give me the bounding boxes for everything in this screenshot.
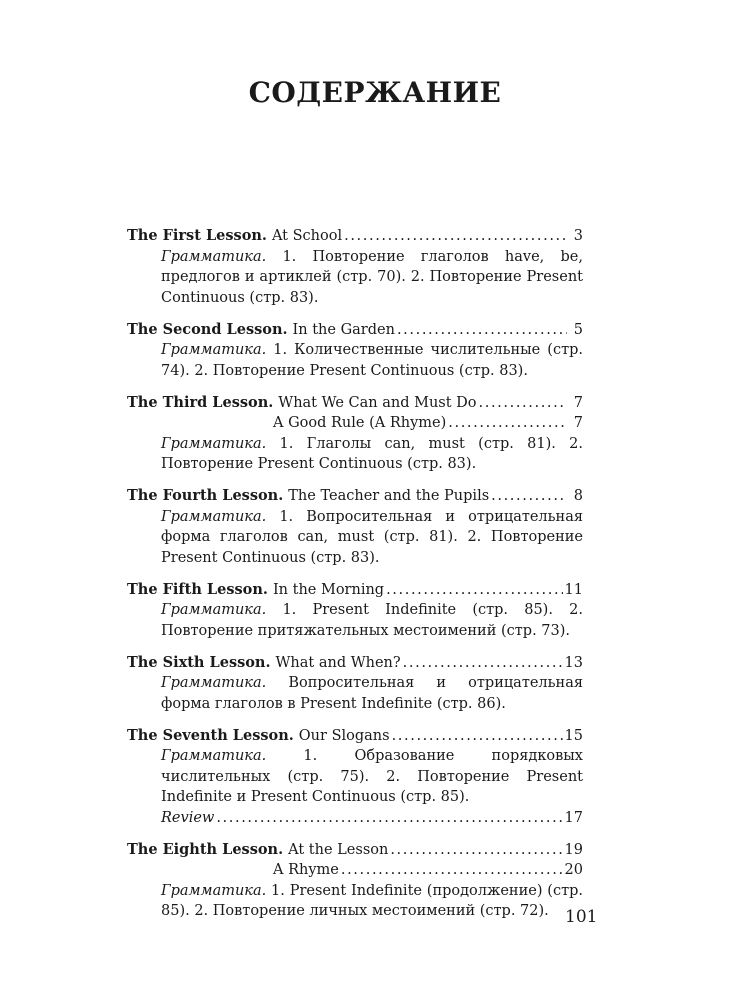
table-of-contents (127, 226, 583, 933)
grammar-text: 1. Вопросительная и отрицательная форма глаголов can, must (стр. 81). 2. Повторение Present Continuous (стр. 83). (161, 508, 583, 566)
lesson-title: The Teacher and the Pupils (288, 488, 490, 504)
dot-leader (386, 580, 562, 601)
page-ref: 20 (564, 862, 583, 878)
toc-subline[interactable] (127, 413, 583, 434)
lesson-name: The Sixth Lesson. (127, 653, 271, 671)
page-ref: 7 (573, 415, 583, 431)
page-number: 101 (565, 907, 598, 927)
dot-leader (491, 486, 567, 507)
page-title: СОДЕРЖАНИЕ (248, 76, 502, 109)
lesson-title: What and When? (275, 654, 401, 671)
grammar-text: 1. Present Indefinite (стр. 85). 2. Повторение притяжательных местоимений (стр. 73). (161, 602, 583, 639)
review-line[interactable] (127, 808, 583, 829)
toc-line[interactable] (127, 226, 583, 247)
grammar-text: 1. Количественные числительные (стр. 74). 2. Повторение Present Continuous (стр. 83). (161, 342, 583, 379)
grammar-label: Грамматика. (161, 675, 267, 691)
sub-title: A Rhyme (273, 862, 339, 878)
lesson-title: In the Morning (272, 581, 385, 598)
page-ref: 8 (573, 488, 583, 504)
lesson-title: In the Garden (292, 321, 395, 338)
toc-entry-lesson-7 (127, 726, 583, 829)
grammar-label: Грамматика. (161, 748, 267, 764)
grammar-label: Грамматика. (161, 602, 267, 618)
toc-entry-lesson-6 (127, 653, 583, 715)
grammar-label: Грамматика. (161, 342, 267, 358)
dot-leader (397, 320, 567, 341)
lesson-name: The Fifth Lesson. (127, 580, 268, 598)
toc-line[interactable] (127, 320, 583, 341)
lesson-title: At the Lesson (288, 841, 389, 858)
toc-entry-lesson-8 (127, 840, 583, 922)
lesson-name: The Second Lesson. (127, 320, 288, 338)
grammar-note (127, 247, 583, 309)
page-ref: 15 (564, 727, 583, 744)
toc-line[interactable] (127, 393, 583, 414)
lesson-name: The First Lesson. (127, 227, 267, 244)
grammar-note (127, 881, 583, 922)
page-ref: 19 (564, 841, 583, 858)
grammar-note (127, 340, 583, 381)
grammar-note (127, 434, 583, 475)
dot-leader (216, 808, 562, 829)
lesson-name: The Seventh Lesson. (127, 726, 294, 744)
grammar-text: 1. Present Indefinite (продолжение) (стр. 85). 2. Повторение личных местоимений (стр. 72). (161, 882, 584, 919)
dot-leader (403, 653, 563, 674)
page-ref: 17 (564, 809, 583, 826)
grammar-text: Вопросительная и отрицательная форма глаголов в Present Indefinite (стр. 86). (161, 675, 583, 712)
toc-entry-lesson-5 (127, 580, 583, 642)
review-label: Review (161, 809, 215, 826)
toc-subline[interactable] (127, 860, 583, 881)
page-ref: 7 (573, 394, 583, 411)
grammar-text: 1. Образование порядковых числительных (стр. 75). 2. Повторение Present Indefinite и Present Continuous (стр. 85). (161, 748, 583, 805)
toc-line[interactable] (127, 726, 583, 747)
dot-leader (390, 840, 562, 861)
dot-leader (448, 413, 567, 434)
dot-leader (392, 726, 563, 747)
toc-line[interactable] (127, 840, 583, 861)
toc-entry-lesson-3 (127, 393, 583, 475)
grammar-label: Грамматика. (161, 248, 267, 265)
dot-leader (344, 226, 567, 247)
dot-leader (341, 860, 563, 881)
sub-title: A Good Rule (A Rhyme) (273, 415, 447, 431)
grammar-label: Грамматика. (161, 435, 267, 452)
grammar-text: 1. Повторение глаголов have, be, предлогов и артиклей (стр. 70). 2. Повторение Present Continuous (стр. 83). (161, 248, 583, 306)
toc-line[interactable] (127, 486, 583, 507)
lesson-name: The Third Lesson. (127, 393, 274, 411)
dot-leader (479, 393, 567, 414)
lesson-name: The Eighth Lesson. (127, 840, 284, 858)
toc-line[interactable] (127, 580, 583, 601)
grammar-note (127, 673, 583, 714)
grammar-note (127, 507, 583, 569)
lesson-name: The Fourth Lesson. (127, 487, 284, 504)
toc-entry-lesson-2 (127, 320, 583, 382)
toc-line[interactable] (127, 653, 583, 674)
lesson-title: Our Slogans (298, 727, 390, 744)
page-ref: 11 (564, 581, 583, 598)
grammar-text: 1. Глаголы can, must (стр. 81). 2. Повторение Present Continuous (стр. 83). (161, 435, 584, 472)
grammar-note (127, 746, 583, 808)
grammar-note (127, 600, 583, 641)
lesson-title: At School (271, 228, 343, 244)
grammar-label: Грамматика. (161, 508, 267, 525)
page-ref: 3 (573, 228, 583, 244)
grammar-label: Грамматика. (161, 882, 267, 899)
toc-entry-lesson-1 (127, 226, 583, 308)
page-ref: 5 (573, 321, 583, 338)
lesson-title: What We Can and Must Do (278, 394, 477, 411)
toc-entry-lesson-4 (127, 486, 583, 568)
page-ref: 13 (564, 654, 583, 671)
